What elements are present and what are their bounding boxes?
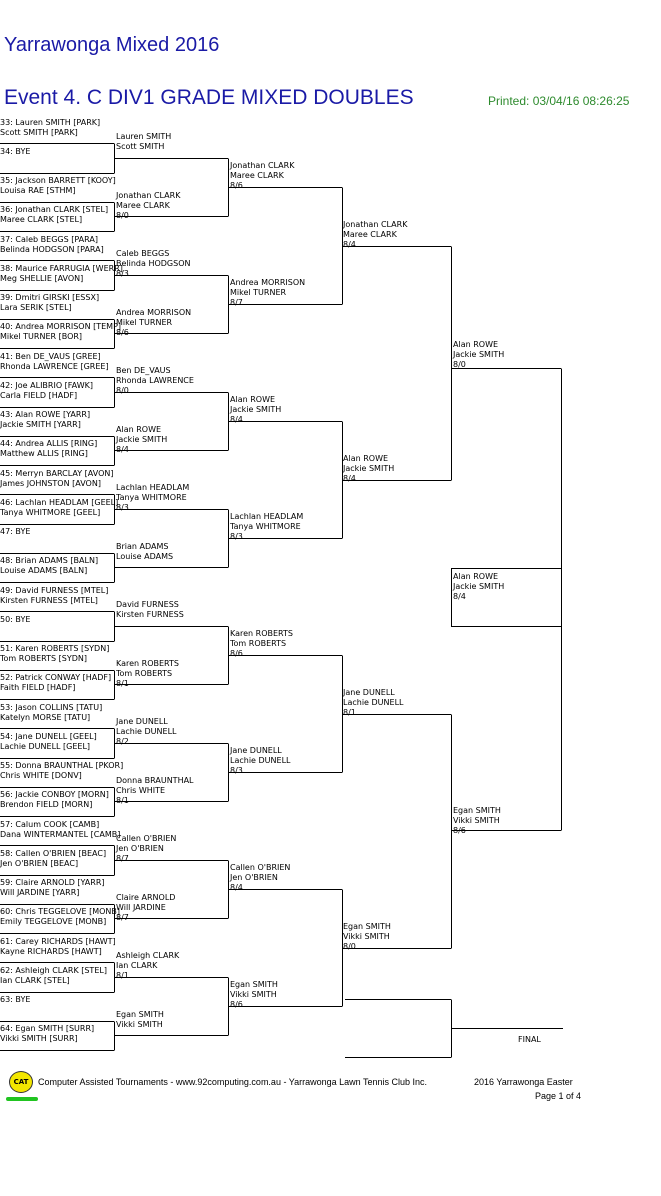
round3-entry xyxy=(230,395,281,425)
round5-entry xyxy=(453,572,504,602)
player-name: 36: Jonathan CLARK [STEL] xyxy=(0,205,109,214)
logo-underline xyxy=(6,1097,38,1101)
match-score: 8/3 xyxy=(116,269,129,278)
player-name: Jonathan CLARK xyxy=(230,161,295,170)
player-name: 64: Egan SMITH [SURR] xyxy=(0,1024,95,1033)
player-name: Rhonda LAWRENCE [GREE] xyxy=(0,362,109,371)
round1-entry xyxy=(0,235,104,255)
round3-entry xyxy=(230,629,293,659)
final-label: FINAL xyxy=(518,1035,541,1044)
round1-entry xyxy=(0,498,118,518)
printed-timestamp: Printed: 03/04/16 08:26:25 xyxy=(488,94,630,108)
footer-page: Page 1 of 4 xyxy=(535,1091,582,1101)
player-name: Karen ROBERTS xyxy=(116,659,179,668)
player-name: Andrea MORRISON xyxy=(230,278,306,287)
player-name: 56: Jackie CONBOY [MORN] xyxy=(0,790,109,799)
player-name: 40: Andrea MORRISON [TEMP] xyxy=(0,322,122,331)
round1-entry xyxy=(0,293,99,313)
player-name: 53: Jason COLLINS [TATU] xyxy=(0,703,103,712)
player-name: Chris WHITE xyxy=(116,786,166,795)
player-name: Brendon FIELD [MORN] xyxy=(0,800,93,809)
player-name: Jackie SMITH xyxy=(453,582,505,591)
player-name: Lara SERIK [STEL] xyxy=(0,303,72,312)
player-name: Lachlan HEADLAM xyxy=(230,512,304,521)
player-name: David FURNESS xyxy=(116,600,179,609)
player-name: Egan SMITH xyxy=(116,1010,164,1019)
player-name: Jonathan CLARK xyxy=(116,191,181,200)
round2-entry xyxy=(116,776,194,806)
match-score: 8/6 xyxy=(453,826,466,835)
player-name: 38: Maurice FARRUGIA [WERR] xyxy=(0,264,123,273)
player-name: 37: Caleb BEGGS [PARA] xyxy=(0,235,98,244)
match-score: 8/1 xyxy=(116,679,129,688)
player-name: Mikel TURNER xyxy=(230,288,287,297)
round1-entry xyxy=(0,381,93,401)
player-name: 35: Jackson BARRETT [KOOY] xyxy=(0,176,116,185)
player-name: 51: Karen ROBERTS [SYDN] xyxy=(0,644,110,653)
match-score: 8/4 xyxy=(343,474,356,483)
round1-entry xyxy=(0,790,109,810)
player-name: Tanya WHITMORE [GEEL] xyxy=(0,508,101,517)
round2-entry xyxy=(116,542,173,562)
round3-entry xyxy=(230,863,290,893)
player-name: Maree CLARK [STEL] xyxy=(0,215,83,224)
player-name: Egan SMITH xyxy=(343,922,391,931)
match-score: 8/3 xyxy=(230,532,243,541)
player-name: Lachlan HEADLAM xyxy=(116,483,190,492)
player-name: Belinda HODGSON xyxy=(116,259,191,268)
round2-entry xyxy=(116,191,180,221)
player-name: Will JARDINE xyxy=(116,903,166,912)
match-score: 8/6 xyxy=(230,649,243,658)
round1-entry xyxy=(0,1024,94,1044)
player-name: Scott SMITH xyxy=(116,142,165,151)
match-score: 8/2 xyxy=(116,737,129,746)
player-name: Ian CLARK xyxy=(116,961,158,970)
player-name: Maree CLARK xyxy=(116,201,170,210)
player-name: 48: Brian ADAMS [BALN] xyxy=(0,556,99,565)
player-name: Emily TEGGELOVE [MONB] xyxy=(0,917,107,926)
round1-entry xyxy=(0,761,123,781)
round1-entry xyxy=(0,352,109,372)
match-score: 8/0 xyxy=(116,386,129,395)
match-score: 8/1 xyxy=(343,708,356,717)
match-score: 8/3 xyxy=(116,503,129,512)
round1-entry xyxy=(0,966,107,986)
player-name: Vikki SMITH xyxy=(343,932,390,941)
player-name: Alan ROWE xyxy=(453,340,499,349)
player-name: James JOHNSTON [AVON] xyxy=(0,479,101,488)
round1-entry xyxy=(0,907,120,927)
match-score: 8/7 xyxy=(230,298,243,307)
player-name: Rhonda LAWRENCE xyxy=(116,376,194,385)
footer-credits: Computer Assisted Tournaments - www.92computing.com.au - Yarrawonga Lawn Tennis Club Inc. xyxy=(38,1077,428,1087)
match-score: 8/6 xyxy=(230,181,243,190)
match-score: 8/0 xyxy=(116,211,129,220)
player-name: Lauren SMITH xyxy=(116,132,172,141)
player-name: Andrea MORRISON xyxy=(116,308,192,317)
round3-entry xyxy=(230,980,278,1010)
round2-entry xyxy=(116,425,167,455)
player-name: Jen O'BRIEN xyxy=(230,873,278,882)
player-name: Callen O'BRIEN xyxy=(116,834,177,843)
round1-entry xyxy=(0,937,116,957)
player-name: Ian CLARK [STEL] xyxy=(0,976,70,985)
player-name: Faith FIELD [HADF] xyxy=(0,683,76,692)
player-name: Lachie DUNELL xyxy=(116,727,177,736)
player-name: Alan ROWE xyxy=(116,425,162,434)
player-name: 45: Merryn BARCLAY [AVON] xyxy=(0,469,114,478)
player-name: 60: Chris TEGGELOVE [MONB] xyxy=(0,907,121,916)
player-name: Jackie SMITH xyxy=(116,435,168,444)
player-name: Jackie SMITH [YARR] xyxy=(0,420,81,429)
player-name: Alan ROWE xyxy=(453,572,499,581)
player-name: Alan ROWE xyxy=(343,454,389,463)
player-name: Alan ROWE xyxy=(230,395,276,404)
player-name: Brian ADAMS xyxy=(116,542,169,551)
player-name: Tom ROBERTS xyxy=(230,639,287,648)
match-score: 8/4 xyxy=(230,883,243,892)
player-name: Scott SMITH [PARK] xyxy=(0,128,78,137)
match-score: 8/0 xyxy=(343,942,356,951)
player-name: 46: Lachlan HEADLAM [GEEL] xyxy=(0,498,119,507)
match-score: 8/6 xyxy=(230,1000,243,1009)
match-score: 8/1 xyxy=(116,796,129,805)
round5-entry xyxy=(453,340,504,370)
match-score: 8/7 xyxy=(116,854,129,863)
player-name: Vikki SMITH [SURR] xyxy=(0,1034,78,1043)
round1-entry xyxy=(0,118,100,138)
player-name: 39: Dmitri GIRSKI [ESSX] xyxy=(0,293,100,302)
round4-entry xyxy=(343,688,403,718)
round3-entry xyxy=(230,512,303,542)
round4-entry xyxy=(343,454,394,484)
player-name: Louisa RAE [STHM] xyxy=(0,186,76,195)
player-name: 47: BYE xyxy=(0,527,31,536)
round1-entry xyxy=(0,264,123,284)
player-name: 41: Ben DE_VAUS [GREE] xyxy=(0,352,101,361)
player-name: Jen O'BRIEN xyxy=(116,844,164,853)
round1-entry xyxy=(0,586,108,606)
player-name: Mikel TURNER xyxy=(116,318,173,327)
player-name: Dana WINTERMANTEL [CAMB] xyxy=(0,830,121,839)
player-name: 58: Callen O'BRIEN [BEAC] xyxy=(0,849,107,858)
player-name: 43: Alan ROWE [YARR] xyxy=(0,410,91,419)
round1-entry xyxy=(0,995,30,1005)
player-name: 42: Joe ALIBRIO [FAWK] xyxy=(0,381,93,390)
round2-entry xyxy=(116,834,176,864)
player-name: Matthew ALLIS [RING] xyxy=(0,449,88,458)
round1-entry xyxy=(0,205,108,225)
player-name: Jackie SMITH xyxy=(343,464,395,473)
player-name: Karen ROBERTS xyxy=(230,629,293,638)
player-name: Vikki SMITH xyxy=(116,1020,163,1029)
player-name: Ashleigh CLARK xyxy=(116,951,180,960)
player-name: Tom ROBERTS [SYDN] xyxy=(0,654,87,663)
round1-entry xyxy=(0,878,105,898)
round1-entry xyxy=(0,820,120,840)
round2-entry xyxy=(116,893,175,923)
player-name: Claire ARNOLD xyxy=(116,893,176,902)
round1-entry xyxy=(0,410,90,430)
player-name: Vikki SMITH xyxy=(453,816,500,825)
round1-entry xyxy=(0,849,106,869)
player-name: 50: BYE xyxy=(0,615,31,624)
player-name: Ben DE_VAUS xyxy=(116,366,171,375)
player-name: 59: Claire ARNOLD [YARR] xyxy=(0,878,105,887)
match-score: 8/4 xyxy=(116,445,129,454)
player-name: Callen O'BRIEN xyxy=(230,863,291,872)
round3-entry xyxy=(230,161,294,191)
player-name: 34: BYE xyxy=(0,147,31,156)
player-name: Katelyn MORSE [TATU] xyxy=(0,713,91,722)
round1-entry xyxy=(0,322,121,342)
round5-entry xyxy=(453,806,501,836)
round1-entry xyxy=(0,615,30,625)
round1-entry xyxy=(0,556,98,576)
footer-event: 2016 Yarrawonga Easter xyxy=(474,1077,573,1087)
round1-entry xyxy=(0,732,97,752)
player-name: Kirsten FURNESS xyxy=(116,610,184,619)
player-name: Belinda HODGSON [PARA] xyxy=(0,245,104,254)
player-name: 54: Jane DUNELL [GEEL] xyxy=(0,732,97,741)
player-name: Maree CLARK xyxy=(343,230,397,239)
player-name: 55: Donna BRAUNTHAL [PKOR] xyxy=(0,761,124,770)
cat-logo-icon: CAT xyxy=(9,1071,33,1093)
player-name: Carla FIELD [HADF] xyxy=(0,391,78,400)
player-name: Donna BRAUNTHAL xyxy=(116,776,194,785)
player-name: Chris WHITE [DONV] xyxy=(0,771,82,780)
event-title: Event 4. C DIV1 GRADE MIXED DOUBLES xyxy=(4,86,414,109)
player-name: Jane DUNELL xyxy=(343,688,395,697)
match-score: 8/0 xyxy=(453,360,466,369)
player-name: 52: Patrick CONWAY [HADF] xyxy=(0,673,112,682)
round2-entry xyxy=(116,249,190,279)
player-name: Louise ADAMS [BALN] xyxy=(0,566,88,575)
round2-entry xyxy=(116,366,194,396)
player-name: Meg SHELLIE [AVON] xyxy=(0,274,84,283)
round1-entry xyxy=(0,469,113,489)
player-name: 49: David FURNESS [MTEL] xyxy=(0,586,109,595)
player-name: Louise ADAMS xyxy=(116,552,174,561)
round2-entry xyxy=(116,308,191,338)
player-name: Tanya WHITMORE xyxy=(116,493,187,502)
player-name: Jackie SMITH xyxy=(230,405,282,414)
match-score: 8/4 xyxy=(453,592,466,601)
player-name: Mikel TURNER [BOR] xyxy=(0,332,83,341)
player-name: 44: Andrea ALLIS [RING] xyxy=(0,439,98,448)
player-name: Lachie DUNELL [GEEL] xyxy=(0,742,91,751)
player-name: Vikki SMITH xyxy=(230,990,277,999)
round2-entry xyxy=(116,717,176,747)
round3-entry xyxy=(230,278,305,308)
round1-entry xyxy=(0,176,116,196)
round1-entry xyxy=(0,439,97,459)
player-name: Kayne RICHARDS [HAWT] xyxy=(0,947,102,956)
player-name: Lachie DUNELL xyxy=(343,698,404,707)
player-name: Kirsten FURNESS [MTEL] xyxy=(0,596,98,605)
match-score: 8/4 xyxy=(343,240,356,249)
player-name: Jen O'BRIEN [BEAC] xyxy=(0,859,79,868)
round4-entry xyxy=(343,922,391,952)
round2-entry xyxy=(116,483,189,513)
round4-entry xyxy=(343,220,407,250)
player-name: Caleb BEGGS xyxy=(116,249,170,258)
player-name: Egan SMITH xyxy=(230,980,278,989)
player-name: 62: Ashleigh CLARK [STEL] xyxy=(0,966,107,975)
round2-entry xyxy=(116,951,179,981)
round1-entry xyxy=(0,644,109,664)
round2-entry xyxy=(116,659,179,689)
player-name: Lachie DUNELL xyxy=(230,756,291,765)
round2-entry xyxy=(116,600,184,620)
match-score: 8/1 xyxy=(116,971,129,980)
match-score: 8/7 xyxy=(116,913,129,922)
round1-entry xyxy=(0,527,30,537)
tournament-title: Yarrawonga Mixed 2016 xyxy=(4,34,220,56)
player-name: Jackie SMITH xyxy=(453,350,505,359)
player-name: 63: BYE xyxy=(0,995,31,1004)
player-name: Egan SMITH xyxy=(453,806,501,815)
player-name: Tanya WHITMORE xyxy=(230,522,301,531)
player-name: 61: Carey RICHARDS [HAWT] xyxy=(0,937,116,946)
match-score: 8/3 xyxy=(230,766,243,775)
round3-entry xyxy=(230,746,290,776)
player-name: Maree CLARK xyxy=(230,171,284,180)
player-name: Jane DUNELL xyxy=(230,746,282,755)
round2-entry xyxy=(116,132,171,152)
round1-entry xyxy=(0,673,111,693)
round2-entry xyxy=(116,1010,164,1030)
player-name: Will JARDINE [YARR] xyxy=(0,888,80,897)
player-name: 57: Calum COOK [CAMB] xyxy=(0,820,100,829)
round1-entry xyxy=(0,147,30,157)
match-score: 8/6 xyxy=(116,328,129,337)
round1-entry xyxy=(0,703,102,723)
player-name: Tom ROBERTS xyxy=(116,669,173,678)
player-name: 33: Lauren SMITH [PARK] xyxy=(0,118,101,127)
match-score: 8/4 xyxy=(230,415,243,424)
player-name: Jonathan CLARK xyxy=(343,220,408,229)
player-name: Jane DUNELL xyxy=(116,717,168,726)
